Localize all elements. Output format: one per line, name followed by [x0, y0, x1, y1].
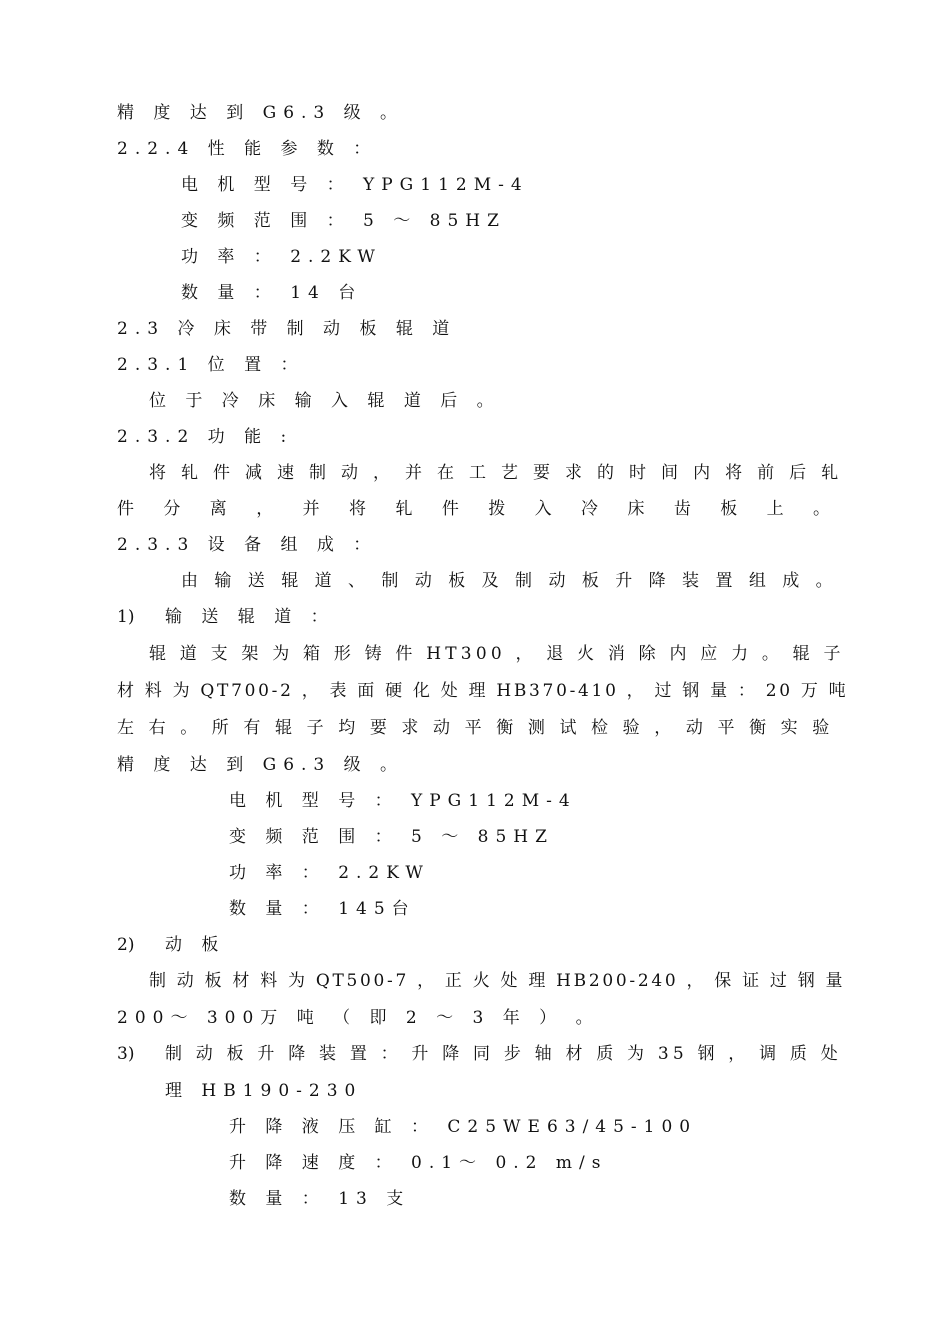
- text-line: 理 HB190-230: [165, 1081, 363, 1101]
- spec-line: 变 频 范 围 ： 5 ～ 85HZ: [229, 827, 554, 847]
- text-line: 精 度 达 到 G6.3 级 。: [117, 755, 405, 775]
- spec-line: 数 量 ： 14 台: [181, 283, 363, 303]
- spec-line: 升 降 液 压 缸 ： C25WE63/45-100: [229, 1117, 698, 1137]
- list-number: 3): [117, 1044, 135, 1064]
- section-heading: 2.3.1 位 置 ：: [117, 355, 305, 375]
- list-heading: 动 板: [165, 935, 226, 955]
- text-line: 辊 道 支 架 为 箱 形 铸 件 HT300 ， 退 火 消 除 内 应 力 。 辊 子: [149, 644, 845, 664]
- text-line: 件 分 离 ， 并 将 轧 件 拨 入 冷 床 齿 板 上 。: [117, 499, 843, 519]
- spec-line: 升 降 速 度 ： 0.1～ 0.2 m/s: [229, 1153, 608, 1173]
- text-line: 精 度 达 到 G6.3 级 。: [117, 103, 405, 123]
- spec-line: 电 机 型 号 ： YPG112M-4: [229, 791, 577, 811]
- spec-line: 变 频 范 围 ： 5 ～ 85HZ: [181, 211, 506, 231]
- text-line: 材 料 为 QT700-2 ， 表 面 硬 化 处 理 HB370-410 ， 过 钢 量 ： 20 万 吨: [117, 681, 849, 701]
- section-heading: 2.3.2 功 能 :: [117, 427, 294, 447]
- text-line: 左 右 。 所 有 辊 子 均 要 求 动 平 衡 测 试 检 验 ， 动 平 衡 实 验: [117, 718, 834, 738]
- list-heading: 制 动 板 升 降 装 置 ： 升 降 同 步 轴 材 质 为 35 钢 ， 调 质 处: [165, 1044, 842, 1064]
- text-line: 由 输 送 辊 道 、 制 动 板 及 制 动 板 升 降 装 置 组 成 。: [181, 571, 839, 591]
- list-number: 1): [117, 607, 135, 627]
- text-line: 200～ 300万 吨 （ 即 2 ～ 3 年 ） 。: [117, 1008, 600, 1028]
- spec-line: 数 量 ： 145台: [229, 899, 416, 919]
- list-number: 2): [117, 935, 135, 955]
- section-heading: 2.3.3 设 备 组 成 ：: [117, 535, 378, 555]
- list-heading: 输 送 辊 道 ：: [165, 607, 335, 627]
- spec-line: 数 量 ： 13 支: [229, 1189, 411, 1209]
- spec-line: 功 率 ： 2.2KW: [229, 863, 430, 883]
- section-heading: 2.2.4 性 能 参 数 ：: [117, 139, 378, 159]
- text-line: 位 于 冷 床 输 入 辊 道 后 。: [149, 391, 501, 411]
- spec-line: 电 机 型 号 ： YPG112M-4: [181, 175, 529, 195]
- spec-line: 功 率 ： 2.2KW: [181, 247, 382, 267]
- section-heading: 2.3 冷 床 带 制 动 板 辊 道: [117, 319, 457, 339]
- text-line: 将 轧 件 减 速 制 动 ， 并 在 工 艺 要 求 的 时 间 内 将 前 后 轧: [149, 463, 843, 483]
- text-line: 制 动 板 材 料 为 QT500-7 ， 正 火 处 理 HB200-240 ， 保 证 过 钢 量: [149, 971, 846, 991]
